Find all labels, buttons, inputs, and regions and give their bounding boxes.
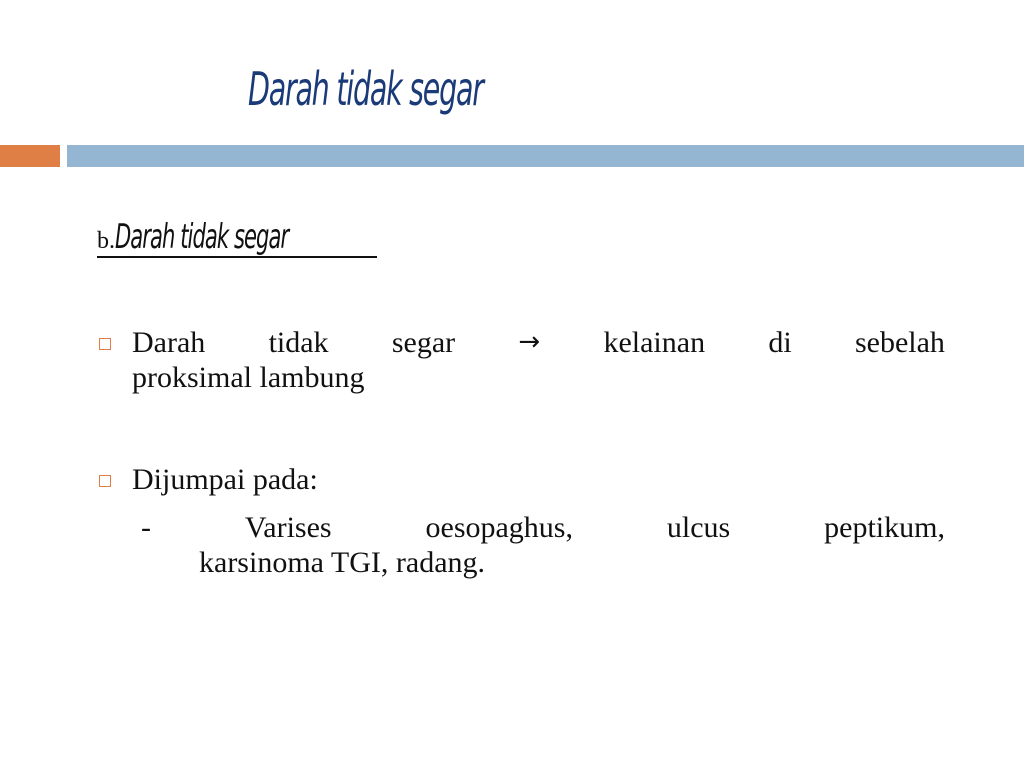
- sub-bullet-first-line: [141, 510, 945, 545]
- bullet-2-text: Dijumpai pada:: [132, 463, 318, 496]
- bullet-1-word: kelainan: [603, 326, 706, 359]
- subheading-text: Darah tidak segar: [115, 217, 289, 257]
- bullet-1-continuation: proksimal lambung: [132, 361, 365, 394]
- bullet-1-word: Darah: [132, 326, 206, 359]
- arrow-right-icon: →: [518, 327, 541, 357]
- slide-title: Darah tidak segar: [248, 62, 483, 116]
- accent-bar-orange: [0, 145, 60, 167]
- bullet-1-word: sebelah: [854, 326, 945, 359]
- bullet-1-word: di: [768, 326, 792, 359]
- bullet-1-first-line: [132, 325, 945, 360]
- bullet-item-2: [97, 462, 945, 497]
- square-bullet-icon: [99, 475, 111, 487]
- sub-bullet-word: oesopaghus,: [425, 511, 573, 544]
- sub-bullet-dash: -: [141, 511, 151, 544]
- subheading-letter: b.: [97, 228, 115, 254]
- bullet-item-1: [97, 325, 945, 395]
- sub-bullet-item: [141, 510, 945, 580]
- bullet-1-word: tidak: [268, 326, 329, 359]
- sub-bullet-word: peptikum,: [824, 511, 945, 544]
- sub-bullet-word: Varises: [244, 511, 332, 544]
- square-bullet-icon: [99, 338, 111, 350]
- sub-bullet-continuation: karsinoma TGI, radang.: [199, 546, 486, 579]
- sub-bullet-word: ulcus: [666, 511, 731, 544]
- accent-bar-blue: [67, 145, 1024, 167]
- bullet-1-word: segar: [391, 326, 456, 359]
- subheading: [97, 217, 377, 258]
